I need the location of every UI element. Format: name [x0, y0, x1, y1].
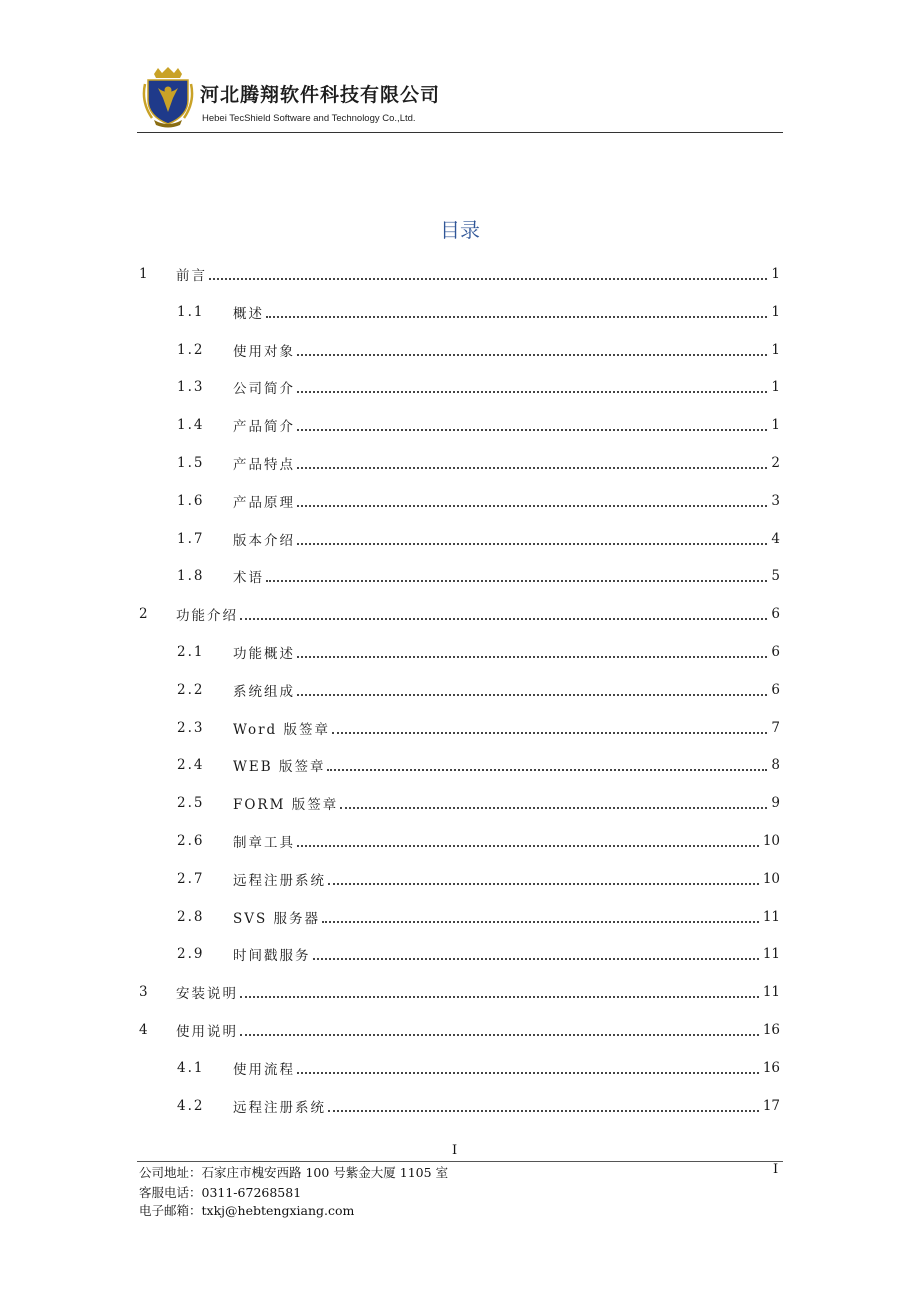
toc-entry-page: 6 [771, 606, 780, 623]
toc-entry-label: 安装说明 [176, 986, 238, 1003]
toc-leader-dots [297, 1072, 759, 1074]
toc-entry[interactable] [177, 943, 780, 965]
toc-leader-dots [240, 618, 767, 620]
toc-entry-label: 远程注册系统 [233, 1099, 326, 1116]
toc-entry[interactable] [177, 414, 780, 436]
company-name-en: Hebei TecShield Software and Technology Co.,Ltd. [202, 113, 416, 124]
toc-entry[interactable] [177, 1057, 780, 1079]
toc-entry[interactable] [177, 452, 780, 474]
toc-entry-page: 8 [771, 757, 780, 774]
toc-leader-dots [209, 278, 767, 280]
toc-leader-dots [328, 1110, 759, 1112]
toc-entry-label: 时间戳服务 [233, 948, 311, 965]
toc-entry-number: 1.5 [177, 455, 205, 471]
toc-leader-dots [297, 391, 767, 393]
toc-entry-number: 4 [139, 1022, 150, 1038]
toc-entry-page: 10 [762, 870, 780, 887]
footer-divider [137, 1161, 783, 1162]
company-logo-icon [140, 66, 196, 128]
toc-title: 目录 [440, 218, 480, 242]
toc-entry-number: 2.8 [177, 908, 205, 925]
toc-entry-label: SVS 服务器 [233, 910, 321, 927]
toc-leader-dots [322, 921, 759, 923]
toc-leader-dots [297, 429, 767, 431]
toc-entry[interactable] [177, 717, 780, 739]
toc-entry-page: 1 [771, 303, 780, 320]
toc-entry-label: 公司简介 [233, 381, 295, 398]
toc-entry-page: 4 [771, 530, 780, 547]
toc-entry[interactable] [177, 641, 780, 663]
toc-entry[interactable] [177, 792, 780, 814]
toc-entry-number: 3 [139, 984, 150, 1001]
toc-entry-label: 系统组成 [233, 683, 295, 700]
toc-entry-number: 2.3 [177, 719, 205, 736]
toc-entry-page: 11 [762, 908, 780, 925]
toc-entry[interactable] [177, 490, 780, 512]
toc-entry-number: 4.2 [177, 1097, 205, 1114]
footer-page-number: I [773, 1162, 779, 1177]
toc-entry-number: 1.4 [177, 417, 205, 434]
toc-entry-number: 2.9 [177, 946, 205, 963]
toc-leader-dots [328, 883, 759, 885]
toc-entry-page: 1 [771, 417, 780, 434]
toc-entry[interactable] [177, 906, 780, 928]
toc-entry-number: 2.4 [177, 757, 205, 774]
toc-entry[interactable] [177, 565, 780, 587]
toc-leader-dots [340, 807, 767, 809]
toc-entry-page: 1 [771, 379, 780, 396]
toc-entry[interactable] [139, 981, 780, 1003]
toc-entry-page: 7 [771, 719, 780, 736]
page-number: I [452, 1143, 458, 1158]
toc-entry-number: 2 [139, 606, 150, 623]
toc-leader-dots [266, 580, 767, 582]
toc-entry[interactable] [177, 339, 780, 361]
toc-entry-page: 6 [771, 681, 780, 698]
toc-entry-label: WEB 版签章 [233, 759, 326, 776]
toc-entry-label: 概述 [233, 305, 264, 322]
toc-entry-number: 2.6 [177, 833, 205, 849]
toc-entry-page: 17 [762, 1097, 780, 1114]
toc-entry-number: 1.6 [177, 492, 205, 509]
toc-entry[interactable] [177, 754, 780, 776]
toc-entry[interactable] [139, 1019, 780, 1041]
footer-email: 电子邮箱：txkj@hebtengxiang.com [139, 1203, 355, 1218]
toc-entry-page: 10 [762, 833, 780, 849]
toc-leader-dots [297, 354, 767, 356]
toc-entry-label: 使用说明 [176, 1024, 238, 1040]
toc-leader-dots [266, 316, 767, 318]
header-divider [137, 132, 783, 133]
toc-entry-page: 1 [771, 341, 780, 358]
toc-entry-page: 16 [762, 1022, 780, 1038]
toc-entry-label: 功能介绍 [176, 608, 238, 625]
toc-entry-page: 16 [762, 1059, 780, 1076]
toc-entry-label: 使用流程 [233, 1061, 295, 1078]
toc-entry[interactable] [139, 603, 780, 625]
toc-entry-label: 版本介绍 [233, 532, 295, 549]
toc-entry-label: 术语 [233, 570, 264, 587]
toc-leader-dots [297, 505, 767, 507]
toc-entry-number: 2.1 [177, 644, 205, 660]
toc-entry[interactable] [177, 679, 780, 701]
toc-entry-page: 11 [762, 946, 780, 963]
toc-entry[interactable] [177, 301, 780, 323]
footer-address: 公司地址：石家庄市槐安西路 100 号紫金大厦 1105 室 [139, 1165, 449, 1180]
toc-entry-page: 5 [771, 568, 780, 585]
toc-entry-page: 1 [771, 266, 780, 282]
toc-entry-number: 1.7 [177, 530, 205, 547]
toc-entry-label: 产品简介 [233, 419, 295, 436]
toc-leader-dots [297, 467, 767, 469]
toc-entry-number: 1.3 [177, 379, 205, 396]
toc-entry-number: 2.7 [177, 870, 205, 887]
toc-entry[interactable] [177, 376, 780, 398]
toc-leader-dots [297, 694, 767, 696]
toc-entry[interactable] [177, 528, 780, 550]
toc-entry-number: 1.8 [177, 568, 205, 585]
toc-leader-dots [313, 958, 759, 960]
toc-entry-label: 前言 [176, 268, 207, 284]
toc-entry-number: 1.2 [177, 341, 205, 358]
toc-entry-number: 4.1 [177, 1059, 205, 1076]
toc-entry-page: 3 [771, 492, 780, 509]
toc-entry-number: 2.2 [177, 681, 205, 698]
page-header [140, 62, 783, 134]
toc-entry-label: 远程注册系统 [233, 872, 326, 889]
toc-entry-number: 1 [139, 266, 150, 282]
toc-entry[interactable] [139, 263, 780, 285]
toc-entry-label: 产品特点 [233, 457, 295, 473]
toc-entry[interactable] [177, 868, 780, 890]
footer-phone: 客服电话：0311-67268581 [139, 1185, 302, 1200]
toc-entry[interactable] [177, 1095, 780, 1117]
toc-entry-label: 功能概述 [233, 646, 295, 662]
toc-leader-dots [297, 543, 767, 545]
toc-entry-label: 产品原理 [233, 494, 295, 511]
toc-leader-dots [327, 769, 767, 771]
toc-entry-page: 9 [771, 795, 780, 812]
toc-entry-page: 6 [771, 644, 780, 660]
toc-entry-number: 2.5 [177, 795, 205, 812]
toc-leader-dots [297, 845, 759, 847]
toc-entry-page: 11 [762, 984, 780, 1001]
company-name-cn: 河北腾翔软件科技有限公司 [200, 84, 441, 106]
toc-leader-dots [240, 1034, 759, 1036]
toc-leader-dots [240, 996, 759, 998]
toc-entry-label: 使用对象 [233, 343, 295, 360]
toc-entry-page: 2 [771, 455, 780, 471]
toc-entry-label: FORM 版签章 [233, 797, 339, 814]
toc-entry[interactable] [177, 830, 780, 852]
toc-leader-dots [332, 732, 767, 734]
toc-entry-label: 制章工具 [233, 835, 295, 851]
toc-leader-dots [297, 656, 767, 658]
toc-entry-number: 1.1 [177, 303, 205, 320]
toc-entry-label: Word 版签章 [233, 721, 330, 738]
